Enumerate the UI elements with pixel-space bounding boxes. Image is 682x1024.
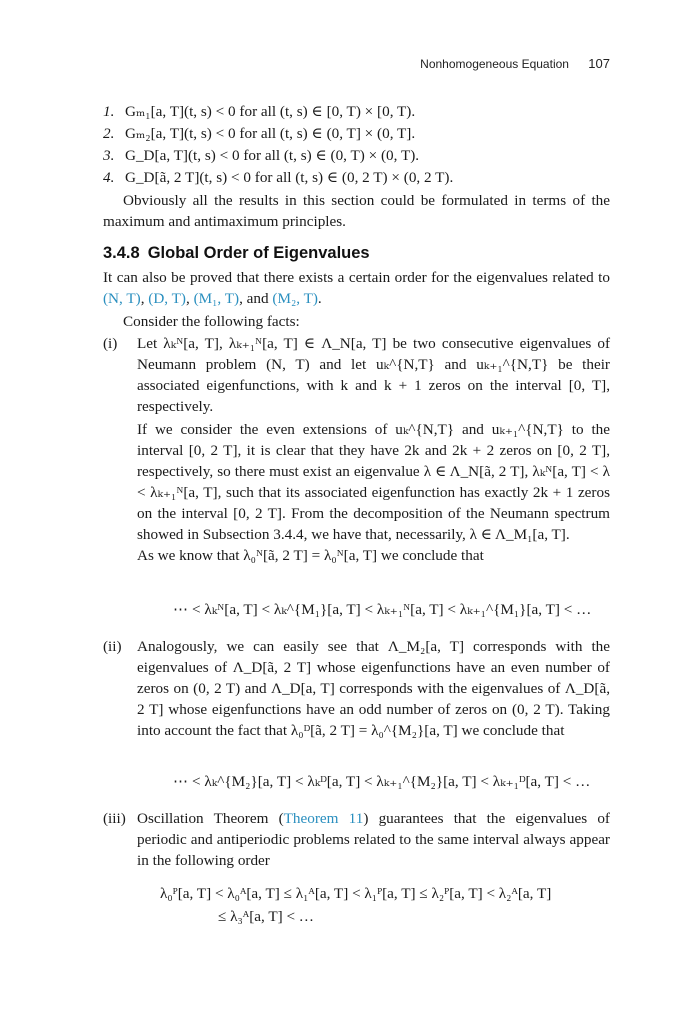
intro-paragraph: Obviously all the results in this section could be formulated in terms of the maximum and antimaximum principles. xyxy=(103,192,610,230)
equation-m2-dirichlet-order: ⋯ < λₖ^{M₂}[a, T] < λₖᴰ[a, T] < λₖ₊₁^{M₂}[a, T] < λₖ₊₁ᴰ[a, T] < … xyxy=(173,773,591,790)
page-number: 107 xyxy=(588,56,610,71)
fact-item-iii xyxy=(103,808,610,871)
condition-text: G_D[ã, 2 T](t, s) < 0 for all (t, s) ∈ (0, 2 T) × (0, 2 T). xyxy=(125,169,454,186)
equation-neumann-m1-order: ⋯ < λₖᴺ[a, T] < λₖ^{M₁}[a, T] < λₖ₊₁ᴺ[a, T] < λₖ₊₁^{M₁}[a, T] < … xyxy=(173,601,592,618)
theorem-11-link[interactable]: Theorem 11 xyxy=(283,810,364,827)
section-number: 3.4.8 xyxy=(103,244,140,262)
condition-4: 4. G_D[ã, 2 T](t, s) < 0 for all (t, s) ∈ (0, 2 T) × (0, 2 T). xyxy=(103,169,454,186)
condition-3: 3. G_D[a, T](t, s) < 0 for all (t, s) ∈ (0, T) × (0, T). xyxy=(103,147,420,164)
item-label: (ii) xyxy=(103,638,122,655)
problem-link-neumann[interactable]: (N, T) xyxy=(103,289,141,307)
equation-periodic-order-line-1: λ₀ᴾ[a, T] < λ₀ᴬ[a, T] ≤ λ₁ᴬ[a, T] < λ₁ᴾ[a, T] ≤ λ₂ᴾ[a, T] < λ₂ᴬ[a, T] xyxy=(160,885,552,902)
condition-text: G_D[a, T](t, s) < 0 for all (t, s) ∈ (0, T) × (0, T). xyxy=(125,147,420,164)
consider-line: Consider the following facts: xyxy=(123,313,300,330)
equation-periodic-order-line-2: ≤ λ₃ᴬ[a, T] < … xyxy=(218,908,314,925)
condition-text: Gₘ₁[a, T](t, s) < 0 for all (t, s) ∈ [0, T) × [0, T). xyxy=(125,103,416,120)
running-title: Nonhomogeneous Equation xyxy=(420,57,569,71)
section-heading xyxy=(103,244,370,263)
item-i-paragraph-1: Let λₖᴺ[a, T], λₖ₊₁ᴺ[a, T] ∈ Λ_N[a, T] be two consecutive eigenvalues of Neumann problem (N, T) and let uₖ^{N,T} and uₖ₊₁^{N,T} be their associated eigenfunctions, with k and k + 1 zeros on the interval [0, T], respectively. xyxy=(137,335,610,415)
item-i-paragraph-3: As we know that λ₀ᴺ[ã, 2 T] = λ₀ᴺ[a, T] we conclude that xyxy=(137,547,484,564)
problem-link-m1[interactable]: (M₁, T) xyxy=(193,289,240,307)
section-intro: It can also be proved that there exists a certain order for the eigenvalues related to (N, T), (D, T), (M₁, T), and (M₂, T). xyxy=(103,269,610,307)
condition-1: 1. Gₘ₁[a, T](t, s) < 0 for all (t, s) ∈ [0, T) × [0, T). xyxy=(103,103,416,120)
problem-link-dirichlet[interactable]: (D, T) xyxy=(148,289,186,307)
section-title: Global Order of Eigenvalues xyxy=(147,244,370,262)
condition-text: Gₘ₂[a, T](t, s) < 0 for all (t, s) ∈ (0, T] × (0, T]. xyxy=(125,125,416,142)
problem-link-m2[interactable]: (M₂, T) xyxy=(272,289,318,307)
item-label: (i) xyxy=(103,335,118,352)
item-iii-paragraph: Oscillation Theorem (Theorem 11) guarantees that the eigenvalues of periodic and antiperiodic problems related to the same interval always appear in the following order xyxy=(137,810,610,869)
fact-item-i xyxy=(103,333,610,566)
condition-2: 2. Gₘ₂[a, T](t, s) < 0 for all (t, s) ∈ (0, T] × (0, T]. xyxy=(103,125,416,142)
item-label: (iii) xyxy=(103,810,126,827)
item-i-paragraph-2: If we consider the even extensions of uₖ^{N,T} and uₖ₊₁^{N,T} to the interval [0, 2 T], it is clear that they have 2k and 2k + 2 zeros on [0, 2 T], respectively, so there must exist an eigenvalue λ ∈ Λ_N[ã, 2 T], λₖᴺ[a, T] < λ < λₖ₊₁ᴺ[a, T], such that its associated eigenfunction has exactly 2k + 1 zeros on the interval [0, 2 T]. From the decomposition of the Neumann spectrum showed in Subsection 3.4.4, we have that, necessarily, λ ∈ Λ_M₁[a, T]. xyxy=(137,421,610,543)
fact-item-ii xyxy=(103,636,610,741)
item-ii-paragraph: Analogously, we can easily see that Λ_M₂[a, T] corresponds with the eigenvalues of Λ_D[ã, 2 T] whose eigenfunctions have an even number of zeros on (0, 2 T) and Λ_D[a, T] corresponds with the eigenvalues of Λ_D[ã, 2 T] whose eigenfunctions have an odd number of zeros on (0, 2 T). Taking into account the fact that λ₀ᴰ[ã, 2 T] = λ₀^{M₂}[a, T] we conclude that xyxy=(137,638,610,739)
running-header xyxy=(420,56,610,71)
